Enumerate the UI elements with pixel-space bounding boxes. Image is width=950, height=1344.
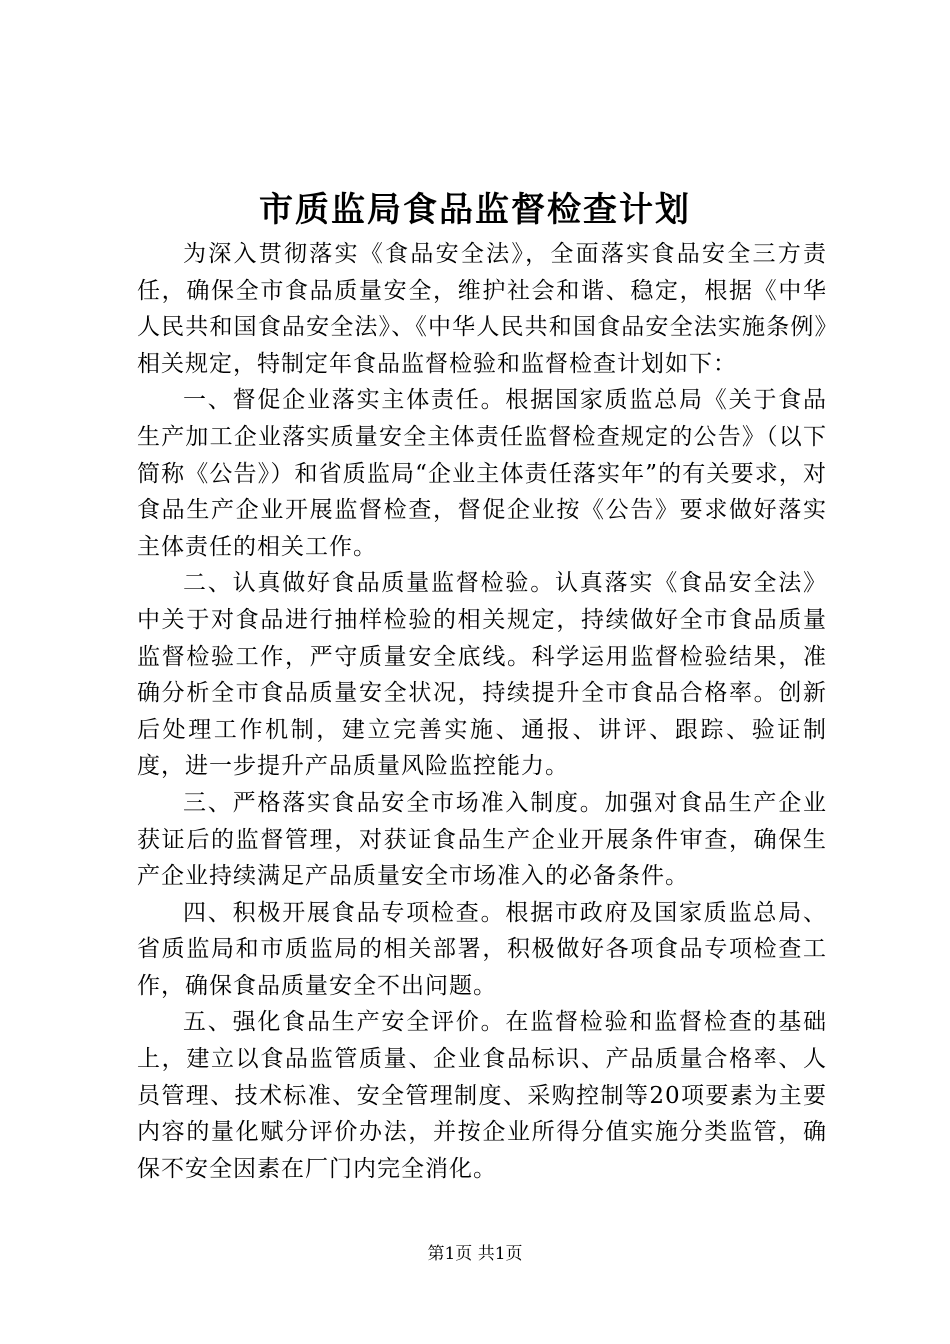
- document-title: 市质监局食品监督检查计划: [259, 190, 691, 230]
- paragraph-item-2: 二、认真做好食品质量监督检验。认真落实《食品安全法》中关于对食品进行抽样检验的相关规定，持续做好全市食品质量监督检验工作，严守质量安全底线。科学运用监督检验结果，准确分析全市食品质量安全状况，持续提升全市食品合格率。创新后处理工作机制，建立完善实施、通报、讲评、跟踪、验证制度，进一步提升产品质量风险监控能力。: [137, 570, 827, 780]
- paragraph-item-3: 三、严格落实食品安全市场准入制度。加强对食品生产企业获证后的监督管理，对获证食品生产企业开展条件审查，确保生产企业持续满足产品质量安全市场准入的必备条件。: [137, 789, 827, 890]
- paragraph-item-5: 五、强化食品生产安全评价。在监督检验和监督检查的基础上，建立以食品监管质量、企业食品标识、产品质量合格率、人员管理、技术标准、安全管理制度、采购控制等20项要素为主要内容的量化赋分评价办法，并按企业所得分值实施分类监管，确保不安全因素在厂门内完全消化。: [137, 1009, 827, 1182]
- paragraph-item-1: 一、督促企业落实主体责任。根据国家质监总局《关于食品生产加工企业落实质量安全主体责任监督检查规定的公告》（以下简称《公告》）和省质监局“企业主体责任落实年”的有关要求，对食品生产企业开展监督检查，督促企业按《公告》要求做好落实主体责任的相关工作。: [137, 387, 827, 560]
- paragraph-intro: 为深入贯彻落实《食品安全法》，全面落实食品安全三方责任，确保全市食品质量安全，维护社会和谐、稳定，根据《中华人民共和国食品安全法》、《中华人民共和国食品安全法实施条例》相关规定，特制定年食品监督检验和监督检查计划如下：: [137, 241, 827, 377]
- page-footer: 第1页 共1页: [427, 1244, 523, 1264]
- document-body: [137, 236, 827, 1187]
- paragraph-item-4: 四、积极开展食品专项检查。根据市政府及国家质监总局、省质监局和市质监局的相关部署，积极做好各项食品专项检查工作，确保食品质量安全不出问题。: [137, 899, 827, 999]
